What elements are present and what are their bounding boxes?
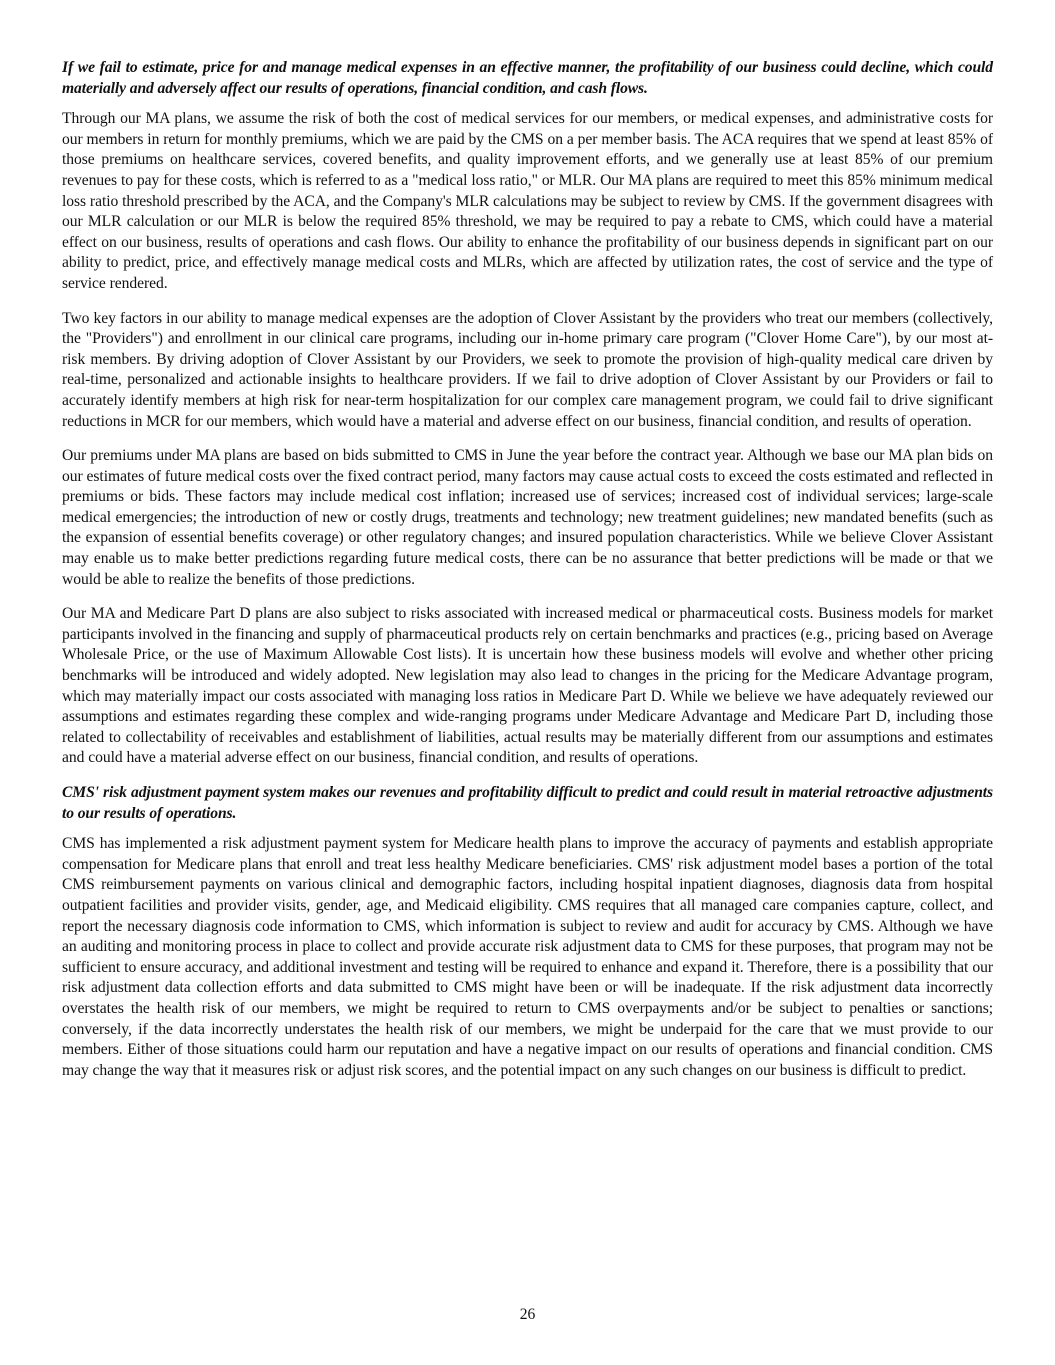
paragraph-part-d-costs: Our MA and Medicare Part D plans are also subject to risks associated with increased medical or pharmaceutical costs. Business models for market participants involved in the financing and supply of pharmaceutical products rely on certain benchmarks and practices (e.g., pricing based on Average Wholesale Price, or the use of Maximum Allowable Cost lists). It is uncertain how these business models will evolve and whether other pricing benchmarks will be introduced and widely adopted. New legislation may also lead to changes in the pricing for the Medicare Advantage program, which may materially impact our costs associated with managing loss ratios in Medicare Part D. While we believe we have adequately reviewed our assumptions and estimates regarding these complex and wide-ranging programs under Medicare Advantage and Medicare Part D, including those related to collectability of receivables and establishment of liabilities, actual results may be materially different from our assumptions and estimates and could have a material adverse effect on our business, financial condition, and results of operations.: [62, 605, 993, 767]
paragraph-risk-adjustment: CMS has implemented a risk adjustment payment system for Medicare health plans to improve the accuracy of payments and establish appropriate compensation for Medicare plans that enroll and treat less healthy Medicare beneficiaries. CMS' risk adjustment model bases a portion of the total CMS reimbursement payments on various clinical and demographic factors, including hospital inpatient diagnoses, diagnosis data from hospital outpatient facilities and provider visits, gender, age, and Medicaid eligibility. CMS requires that all managed care companies capture, collect, and report the necessary diagnosis code information to CMS, which information is subject to review and audit for accuracy by CMS. Although we have an auditing and monitoring process in place to collect and provide accurate risk adjustment data to CMS for these purposes, that program may not be sufficient to ensure accuracy, and additional investment and testing will be required to enhance and expand it. Therefore, there is a possibility that our risk adjustment data collection efforts and data submitted to CMS might have been or will be inadequate. If the risk adjustment data incorrectly overstates the health risk of our members, we might be required to return to CMS overpayments and/or be subject to penalties or sanctions; conversely, if the data incorrectly understates the health risk of our members, we might be underpaid for the care that we must provide to our members. Either of those situations could harm our reputation and have a negative impact on our results of operations and financial condition. CMS may change the way that it measures risk or adjust risk scores, and the potential impact on any such changes on our business is difficult to predict.: [62, 835, 993, 1079]
page-number: 26: [519, 1306, 536, 1323]
document-page: [62, 58, 993, 1095]
paragraph-mlr: Through our MA plans, we assume the risk of both the cost of medical services for our members, or medical expenses, and administrative costs for our members in return for monthly premiums, which we are paid by the CMS on a per member basis. The ACA requires that we spend at least 85% of those premiums on healthcare services, covered benefits, and quality improvement efforts, and we generally use at least 85% of our premium revenues to pay for these costs, which is referred to as a "medical loss ratio," or MLR. Our MA plans are required to meet this 85% minimum medical loss ratio threshold prescribed by the ACA, and the Company's MLR calculations may be subject to review by CMS. If the government disagrees with our MLR calculation or our MLR is below the required 85% threshold, we may be required to pay a rebate to CMS, which could have a material effect on our business, results of operations and cash flows. Our ability to enhance the profitability of our business depends in significant part on our ability to predict, price, and effectively manage medical costs and MLRs, which are affected by utilization rates, the cost of service and the type of service rendered.: [62, 110, 993, 292]
section-heading-medical-expenses: If we fail to estimate, price for and manage medical expenses in an effective manner, the profitability of our business could decline, which could materially and adversely affect our results of operations, financial condition, and cash flows.: [62, 59, 993, 97]
paragraph-clover-assistant: Two key factors in our ability to manage medical expenses are the adoption of Clover Assistant by the providers who treat our members (collectively, the "Providers") and enrollment in our clinical care programs, including our in-home primary care program ("Clover Home Care"), by our most at-risk members. By driving adoption of Clover Assistant by our Providers, we seek to promote the provision of high-quality medical care driven by real-time, personalized and actionable insights to healthcare providers. If we fail to drive adoption of Clover Assistant by our Providers or fail to accurately identify members at high risk for near-term hospitalization for our complex care management program, we could fail to drive significant reductions in MCR for our members, which would have a material and adverse effect on our business, financial condition, and results of operation.: [62, 309, 993, 430]
section-heading-risk-adjustment: CMS' risk adjustment payment system makes our revenues and profitability difficult to predict and could result in material retroactive adjustments to our results of operations.: [62, 784, 993, 822]
paragraph-premium-bids: Our premiums under MA plans are based on bids submitted to CMS in June the year before the contract year. Although we base our MA plan bids on our estimates of future medical costs over the fixed contract period, many factors may cause actual costs to exceed the costs estimated and reflected in premiums or bids. These factors may include medical cost inflation; increased use of services; increased cost of individual services; large-scale medical emergencies; the introduction of new or costly drugs, treatments and technology; new treatment guidelines; new mandated benefits (such as the expansion of essential benefits coverage) or other regulatory changes; and insured population characteristics. While we believe Clover Assistant may enable us to make better predictions regarding future medical costs, there can be no assurance that better predictions will be made or that we would be able to realize the benefits of those predictions.: [62, 447, 993, 588]
